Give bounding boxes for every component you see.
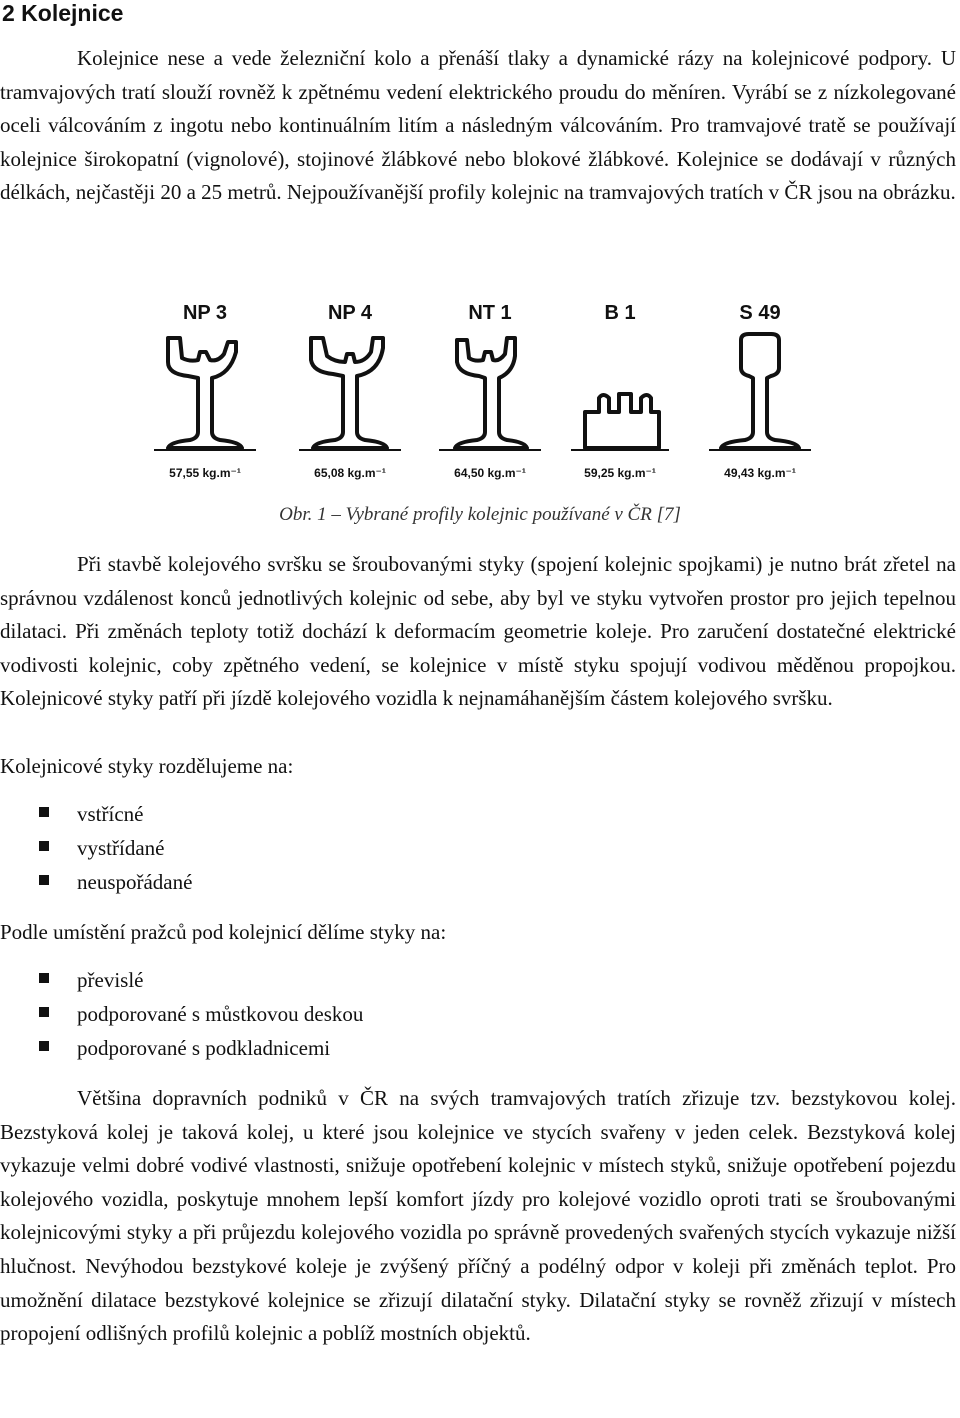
profile-weight: 65,08 kg.m⁻¹ <box>314 466 386 480</box>
paragraph-continuous-track: Většina dopravních podniků v ČR na svých tramvajových tratích zřizuje tzv. bezstykovou kolej. Bezstyková kolej je taková kolej, u které jsou kolejnice ve stycích svařeny v jeden celek. Bezstyková kolej vykazuje velmi dobré vodivé vlastnosti, snižuje opotřebení kolejnic v místech styků, snižuje opotřebení pojezdu kolejového vozidla, poskytuje mnohem lepší komfort jízdy pro kolejové vozidlo oproti trati se šroubovanými kolejnicovými styky a při průjezdu kolejového vozidla po správně provedených svařených stycích vykazuje nižší hlučnost. Nevýhodou bezstykové koleje je zvýšený příčný a podélný odpor v koleji při změnách teplot. Pro umožnění dilatace bezstykové kolejnice se zřizují dilatační styky. Dilatační styky se rovněž zřizují v místech propojení odlišných profilů kolejnic a poblíž mostních objektů. <box>0 1086 956 1346</box>
rail-profile-np3-icon <box>150 332 260 462</box>
rail-profile-np4-icon <box>295 332 405 462</box>
rail-profile-nt1-icon <box>435 332 545 462</box>
list-item-label: podporované s můstkovou deskou <box>77 1002 364 1026</box>
support-types-list <box>0 963 363 1065</box>
bullet-icon <box>39 1041 49 1051</box>
profile-weight: 59,25 kg.m⁻¹ <box>584 466 656 480</box>
section-heading: 2 Kolejnice <box>2 0 124 26</box>
profile-label: NP 3 <box>182 302 228 324</box>
profile-label: NT 1 <box>468 302 512 324</box>
list-item <box>0 831 192 865</box>
list-item <box>0 1031 363 1065</box>
profile-b1 <box>555 296 685 490</box>
list-item-label: podporované s podkladnicemi <box>77 1036 331 1060</box>
profile-weight: 49,43 kg.m⁻¹ <box>724 466 796 480</box>
list-item-label: neuspořádané <box>77 870 193 894</box>
profile-weight: 57,55 kg.m⁻¹ <box>169 466 241 480</box>
rail-profiles-figure <box>140 296 820 490</box>
paragraph-support-types-intro: Podle umístění pražců pod kolejnicí dělíme styky na: <box>0 920 447 944</box>
rail-profile-s49-icon <box>705 332 815 462</box>
rail-profile-b1-icon <box>565 332 675 462</box>
paragraph-joint-types-intro: Kolejnicové styky rozdělujeme na: <box>0 754 294 778</box>
bullet-icon <box>39 1007 49 1017</box>
profile-s49 <box>695 296 825 490</box>
bullet-icon <box>39 807 49 817</box>
bullet-icon <box>39 973 49 983</box>
paragraph-intro: Kolejnice nese a vede železniční kolo a přenáší tlaky a dynamické rázy na kolejnicové podpory. U tramvajových tratí slouží rovněž k zpětnému vedení elektrického proudu do měníren. Vyrábí se z nízkolegované oceli válcováním z ingotu nebo kontinuálním litím a následným válcováním. Pro tramvajové tratě se používají kolejnice širokopatní (vignolové), stojinové žlábkové nebo blokové žlábkové. Kolejnice se dodávají v různých délkách, nejčastěji 20 a 25 metrů. Nejpoužívanější profily kolejnic na tramvajových tratích v ČR jsou na obrázku. <box>0 46 956 205</box>
joint-types-list <box>0 797 192 899</box>
paragraph-joints: Při stavbě kolejového svršku se šroubovanými styky (spojení kolejnic spojkami) je nutno brát zřetel na správnou vzdálenost konců jednotlivých kolejnic od sebe, aby byl ve styku vytvořen prostor pro jejich tepelnou dilataci. Při změnách teploty totiž dochází k deformacím geometrie koleje. Pro zaručení dostatečné elektrické vodivosti kolejnic, coby zpětného vedení, se kolejnice v místě styku spojují vodivou měděnou propojkou. Kolejnicové styky patří při jízdě kolejového vozidla k nejnamáhanějším částem kolejového svršku. <box>0 552 956 711</box>
bullet-icon <box>39 875 49 885</box>
list-item <box>0 797 192 831</box>
list-item-label: převislé <box>77 968 144 992</box>
bullet-icon <box>39 841 49 851</box>
profile-np3 <box>140 296 270 490</box>
list-item <box>0 997 363 1031</box>
figure-caption: Obr. 1 – Vybrané profily kolejnic používané v ČR [7] <box>279 504 681 525</box>
profile-nt1 <box>425 296 555 490</box>
profile-label: B 1 <box>604 302 636 324</box>
list-item <box>0 963 363 997</box>
list-item <box>0 865 192 899</box>
list-item-label: vstřícné <box>77 802 144 826</box>
profile-weight: 64,50 kg.m⁻¹ <box>454 466 526 480</box>
profile-label: NP 4 <box>327 302 373 324</box>
profile-label: S 49 <box>739 302 781 324</box>
profile-np4 <box>285 296 415 490</box>
list-item-label: vystřídané <box>77 836 165 860</box>
